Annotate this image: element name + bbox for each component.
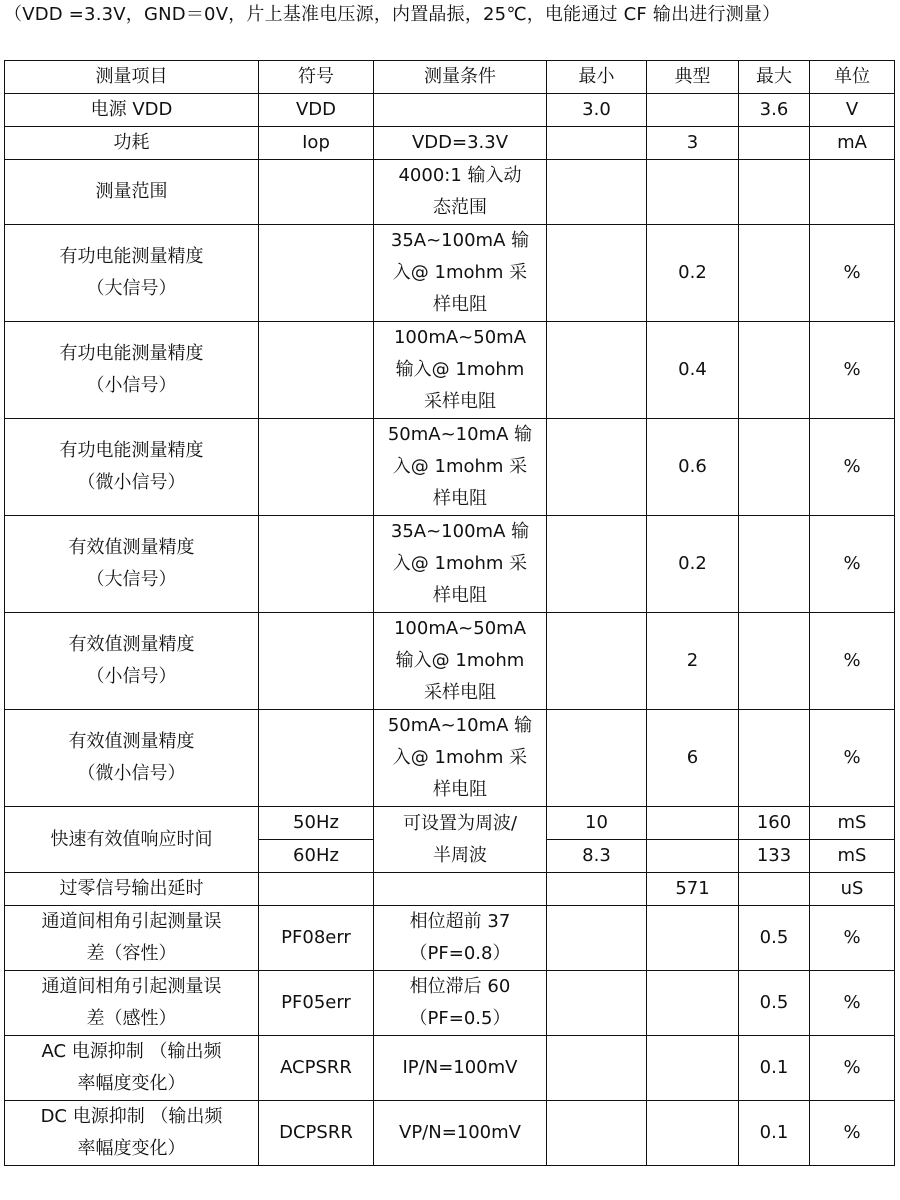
cell-typ: 571 — [647, 873, 739, 906]
cell-min — [547, 613, 647, 710]
cell-item-line: DC 电源抑制 （输出频 — [40, 1106, 223, 1127]
cell-condition — [374, 1036, 547, 1101]
cell-item — [5, 971, 259, 1036]
cell-item-line: 率幅度变化） — [77, 1073, 186, 1094]
cell-condition-line: （PF=0.8） — [409, 943, 511, 964]
table-row — [5, 710, 895, 807]
cell-condition — [374, 419, 547, 516]
cell-item-line: （微小信号） — [77, 763, 186, 784]
cell-min — [547, 127, 647, 160]
cell-unit: % — [810, 906, 895, 971]
cell-unit: V — [810, 94, 895, 127]
cell-item-line: AC 电源抑制 （输出频 — [41, 1041, 222, 1062]
header-unit: 单位 — [810, 61, 895, 94]
table-row — [5, 1101, 895, 1166]
cell-item — [5, 160, 259, 225]
cell-unit: % — [810, 1101, 895, 1166]
table-row — [5, 322, 895, 419]
cell-max — [739, 419, 810, 516]
cell-max: 160 — [739, 807, 810, 840]
cell-condition-line: 50mA~10mA 输 — [387, 424, 533, 445]
table-row — [5, 613, 895, 710]
cell-condition-line: 入@ 1mohm 采 — [392, 553, 528, 574]
cell-max: 0.1 — [739, 1101, 810, 1166]
cell-min: 3.0 — [547, 94, 647, 127]
cell-item — [5, 613, 259, 710]
cell-min: 8.3 — [547, 840, 647, 873]
table-row — [5, 225, 895, 322]
cell-condition-line: 入@ 1mohm 采 — [392, 747, 528, 768]
table-row — [5, 807, 895, 840]
cell-item — [5, 322, 259, 419]
cell-item-line: 过零信号输出延时 — [59, 878, 204, 899]
cell-max — [739, 322, 810, 419]
cell-typ: 0.2 — [647, 225, 739, 322]
cell-condition — [374, 1101, 547, 1166]
cell-condition-line: 50mA~10mA 输 — [387, 715, 533, 736]
cell-condition-line: 采样电阻 — [424, 682, 496, 703]
cell-min — [547, 906, 647, 971]
cell-condition-line: 可设置为周波/ — [402, 812, 518, 834]
table-row — [5, 873, 895, 906]
table-row — [5, 127, 895, 160]
cell-item — [5, 906, 259, 971]
cell-item-line: 有功电能测量精度 — [59, 440, 204, 461]
table-row — [5, 906, 895, 971]
cell-max — [739, 613, 810, 710]
cell-min — [547, 1036, 647, 1101]
cell-max — [739, 873, 810, 906]
cell-condition-line: 样电阻 — [433, 779, 487, 800]
cell-max — [739, 160, 810, 225]
cell-item — [5, 419, 259, 516]
cell-item-line: （大信号） — [86, 278, 177, 299]
cell-unit: mA — [810, 127, 895, 160]
cell-condition-line: 入@ 1mohm 采 — [392, 456, 528, 477]
cell-unit: mS — [810, 840, 895, 873]
table-row — [5, 160, 895, 225]
cell-condition-line: VDD=3.3V — [411, 132, 509, 153]
cell-symbol: 60Hz — [259, 840, 374, 873]
cell-max — [739, 516, 810, 613]
cell-symbol — [259, 873, 374, 906]
cell-typ: 3 — [647, 127, 739, 160]
cell-condition — [374, 971, 547, 1036]
cell-item — [5, 225, 259, 322]
cell-condition-line: 样电阻 — [433, 294, 487, 315]
cell-condition-line: 相位滞后 60 — [409, 976, 511, 997]
cell-symbol: PF05err — [259, 971, 374, 1036]
cell-item-line: 通道间相角引起测量误 — [41, 976, 222, 997]
cell-unit: % — [810, 1036, 895, 1101]
cell-condition-line: 输入@ 1mohm — [395, 650, 525, 671]
cell-unit: % — [810, 516, 895, 613]
cell-item — [5, 873, 259, 906]
cell-min — [547, 419, 647, 516]
cell-condition-line: 100mA~50mA — [393, 618, 527, 639]
table-row — [5, 94, 895, 127]
cell-typ — [647, 840, 739, 873]
cell-item-line: 有功电能测量精度 — [59, 343, 204, 364]
cell-typ — [647, 807, 739, 840]
cell-symbol: Iop — [259, 127, 374, 160]
cell-condition-line: 采样电阻 — [424, 391, 496, 412]
cell-min — [547, 1101, 647, 1166]
cell-item-line: 电源 VDD — [90, 99, 173, 120]
header-min: 最小 — [547, 61, 647, 94]
cell-symbol: 50Hz — [259, 807, 374, 840]
cell-typ — [647, 971, 739, 1036]
cell-condition-line: 样电阻 — [433, 488, 487, 509]
cell-item: 快速有效值响应时间 — [5, 807, 259, 873]
cell-typ — [647, 1101, 739, 1166]
cell-item — [5, 1101, 259, 1166]
cell-unit: mS — [810, 807, 895, 840]
cell-unit: % — [810, 322, 895, 419]
cell-min — [547, 971, 647, 1036]
cell-condition-line: 35A~100mA 输 — [390, 521, 530, 542]
cell-item-line: （微小信号） — [77, 472, 186, 493]
cell-symbol: ACPSRR — [259, 1036, 374, 1101]
cell-symbol: DCPSRR — [259, 1101, 374, 1166]
cell-condition — [374, 322, 547, 419]
cell-condition-line: IP/N=100mV — [402, 1057, 518, 1078]
cell-min: 10 — [547, 807, 647, 840]
table-body — [5, 94, 895, 1166]
cell-typ: 6 — [647, 710, 739, 807]
cell-item-line: 有效值测量精度 — [68, 537, 195, 558]
cell-symbol — [259, 322, 374, 419]
header-row — [5, 61, 895, 94]
cell-typ: 2 — [647, 613, 739, 710]
header-max: 最大 — [739, 61, 810, 94]
cell-condition-line: 态范围 — [433, 197, 487, 218]
cell-unit: % — [810, 710, 895, 807]
cell-symbol: VDD — [259, 94, 374, 127]
cell-item-line: 功耗 — [113, 132, 150, 153]
table-caption: （VDD =3.3V，GND＝0V，片上基准电压源，内置晶振，25℃，电能通过 CF 输出进行测量） — [4, 4, 781, 25]
cell-typ — [647, 94, 739, 127]
table-row — [5, 971, 895, 1036]
cell-typ: 0.2 — [647, 516, 739, 613]
cell-max: 0.1 — [739, 1036, 810, 1101]
cell-min — [547, 516, 647, 613]
cell-item — [5, 1036, 259, 1101]
cell-condition — [374, 807, 547, 873]
cell-symbol: PF08err — [259, 906, 374, 971]
cell-symbol — [259, 516, 374, 613]
cell-condition-line: 样电阻 — [433, 585, 487, 606]
cell-item-line: 测量范围 — [95, 181, 168, 202]
cell-min — [547, 322, 647, 419]
cell-item-line: （小信号） — [86, 666, 177, 687]
cell-condition-line: （PF=0.5） — [409, 1008, 511, 1029]
cell-max — [739, 225, 810, 322]
cell-condition — [374, 906, 547, 971]
cell-min — [547, 873, 647, 906]
header-typ: 典型 — [647, 61, 739, 94]
cell-max: 3.6 — [739, 94, 810, 127]
cell-condition-line: 入@ 1mohm 采 — [392, 262, 528, 283]
cell-item-line: 有效值测量精度 — [68, 634, 195, 655]
cell-min — [547, 710, 647, 807]
cell-condition — [374, 613, 547, 710]
cell-item-line: 有效值测量精度 — [68, 731, 195, 752]
cell-min — [547, 225, 647, 322]
cell-symbol — [259, 160, 374, 225]
cell-symbol — [259, 419, 374, 516]
cell-condition — [374, 225, 547, 322]
cell-symbol — [259, 225, 374, 322]
header-symbol: 符号 — [259, 61, 374, 94]
cell-item-line: 差（感性） — [86, 1008, 177, 1029]
cell-item — [5, 710, 259, 807]
cell-item-line: 差（容性） — [86, 943, 177, 964]
cell-max — [739, 127, 810, 160]
cell-min — [547, 160, 647, 225]
header-condition: 测量条件 — [374, 61, 547, 94]
header-item: 测量项目 — [5, 61, 259, 94]
cell-item-line: （小信号） — [86, 375, 177, 396]
cell-condition — [374, 160, 547, 225]
cell-max: 133 — [739, 840, 810, 873]
table-row — [5, 1036, 895, 1101]
cell-max: 0.5 — [739, 971, 810, 1036]
cell-condition — [374, 516, 547, 613]
cell-typ: 0.4 — [647, 322, 739, 419]
cell-unit: % — [810, 419, 895, 516]
cell-condition-line: VP/N=100mV — [399, 1122, 521, 1143]
cell-symbol — [259, 710, 374, 807]
cell-condition-line: 100mA~50mA — [393, 327, 527, 348]
cell-item-line: 通道间相角引起测量误 — [41, 911, 222, 932]
cell-unit — [810, 160, 895, 225]
cell-symbol — [259, 613, 374, 710]
cell-unit: % — [810, 225, 895, 322]
cell-condition-line: 相位超前 37 — [409, 911, 511, 932]
cell-condition — [374, 94, 547, 127]
cell-typ: 0.6 — [647, 419, 739, 516]
cell-typ — [647, 1036, 739, 1101]
cell-item — [5, 516, 259, 613]
cell-condition — [374, 127, 547, 160]
cell-item — [5, 94, 259, 127]
table-row — [5, 516, 895, 613]
cell-condition-line: 输入@ 1mohm — [395, 359, 525, 380]
cell-condition-line: 4000:1 输入动 — [398, 165, 522, 186]
table-row — [5, 419, 895, 516]
cell-unit: % — [810, 613, 895, 710]
spec-table — [4, 60, 895, 1166]
cell-typ — [647, 160, 739, 225]
cell-condition-line: 半周波 — [433, 844, 487, 866]
cell-condition-line: 35A~100mA 输 — [390, 230, 530, 251]
cell-item-line: （大信号） — [86, 569, 177, 590]
cell-condition — [374, 873, 547, 906]
cell-item-line: 率幅度变化） — [77, 1138, 186, 1159]
cell-max — [739, 710, 810, 807]
cell-item — [5, 127, 259, 160]
cell-max: 0.5 — [739, 906, 810, 971]
cell-condition — [374, 710, 547, 807]
cell-unit: uS — [810, 873, 895, 906]
cell-typ — [647, 906, 739, 971]
cell-item-line: 有功电能测量精度 — [59, 246, 204, 267]
cell-unit: % — [810, 971, 895, 1036]
